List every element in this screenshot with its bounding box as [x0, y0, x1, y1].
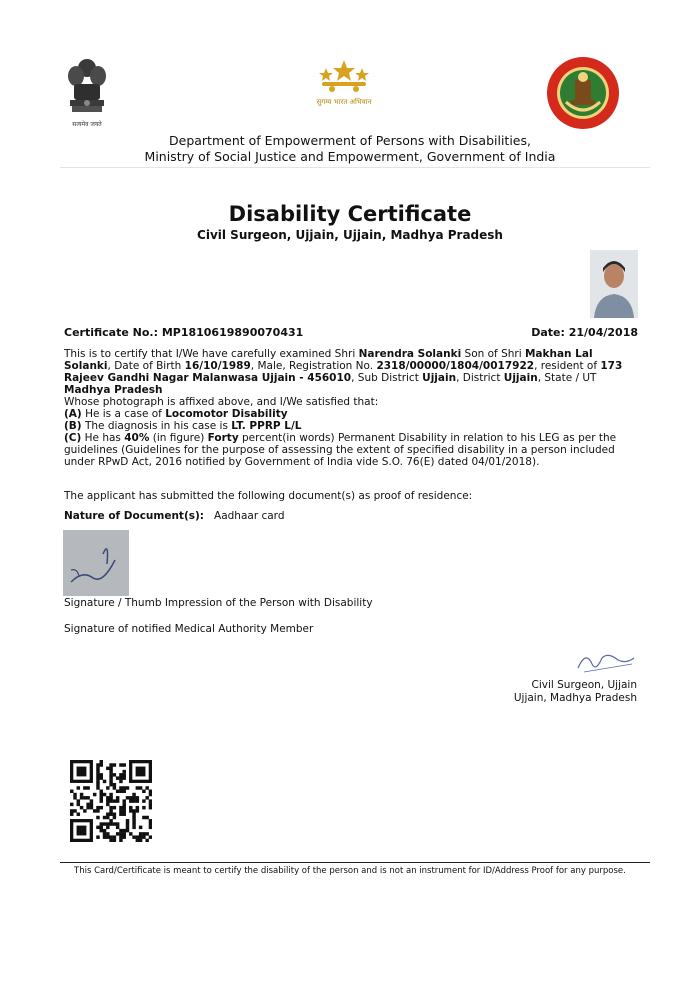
madhya-pradesh-emblem [546, 56, 620, 130]
certificate-subtitle: Civil Surgeon, Ujjain, Ujjain, Madhya Pradesh [197, 228, 503, 242]
surgeon-location: Ujjain, Madhya Pradesh [513, 692, 637, 704]
sub-district: Ujjain [422, 372, 457, 384]
nature-of-documents: Nature of Document(s): Aadhaar card [64, 510, 285, 522]
emblem-motto: सत्यमेव जयते [72, 121, 102, 128]
national-emblem [62, 56, 112, 132]
person-signature-image [63, 530, 129, 596]
finding-b: (B) The diagnosis in his case is LT. PPRP L/L [64, 420, 302, 432]
finding-c: (C) He has 40% (in figure) Forty percent(in words) Permanent Disability in relation to his LEG as per the guidelines (Guidelines for the purpose of assessing the extent of specified disability in a person included under RPwD Act, 2016 notified by Government of India vide S.O. 76(E) dated 04/01/2018). [64, 432, 617, 468]
certificate-number: Certificate No.: MP1810619890070431 [64, 326, 304, 339]
sugamya-logo-text: सुगम्य भारत अभियान [316, 98, 372, 106]
address: 173 Rajeev Gandhi Nagar Malanwasa Ujjain - 456010 [64, 360, 623, 384]
district: Ujjain [503, 372, 538, 384]
department-line-1: Department of Empowerment of Persons with Disabilities, [169, 133, 531, 148]
civil-surgeon-signature [574, 646, 638, 676]
photo-statement: Whose photograph is affixed above, and I/We satisfied that: [64, 396, 379, 408]
sugamya-bharat-logo [312, 58, 376, 114]
civil-surgeon-block [514, 679, 637, 705]
qr-code [70, 760, 152, 842]
surgeon-title: Civil Surgeon, Ujjain [531, 679, 637, 691]
department-line-2: Ministry of Social Justice and Empowerment, Government of India [144, 149, 556, 164]
finding-a: (A) He is a case of Locomotor Disability [64, 408, 288, 420]
certificate-body [64, 348, 639, 468]
footer-divider [60, 862, 650, 863]
father-name: Makhan Lal Solanki [64, 348, 593, 372]
date-of-birth: 16/10/1989 [184, 360, 251, 372]
patient-name: Narendra Solanki [358, 348, 462, 360]
certification-paragraph: This is to certify that I/We have carefully examined Shri Narendra Solanki Son of Shri Makhan Lal Solanki, Date of Birth 16/10/1989, Male, Registration No. 2318/00000/1804/0017922, resident of 173 Rajeev Gandhi Nagar Malanwasa Ujjain - 456010, Sub District Ujjain, District Ujjain, State / UT Madhya Pradesh [64, 348, 623, 396]
person-signature-caption: Signature / Thumb Impression of the Person with Disability [64, 597, 373, 609]
certificate-title: Disability Certificate [228, 202, 472, 226]
header-divider [60, 167, 650, 168]
certificate-date: Date: 21/04/2018 [531, 326, 638, 339]
residence-proof-line: The applicant has submitted the following document(s) as proof of residence: [64, 490, 473, 502]
state: Madhya Pradesh [64, 384, 163, 396]
applicant-photo [590, 250, 638, 318]
medical-authority-caption: Signature of notified Medical Authority Member [64, 623, 314, 635]
footer-note: This Card/Certificate is meant to certify the disability of the person and is not an instrument for ID/Address Proof for any purpose. [74, 866, 626, 876]
registration-number: 2318/00000/1804/0017922 [376, 360, 535, 372]
